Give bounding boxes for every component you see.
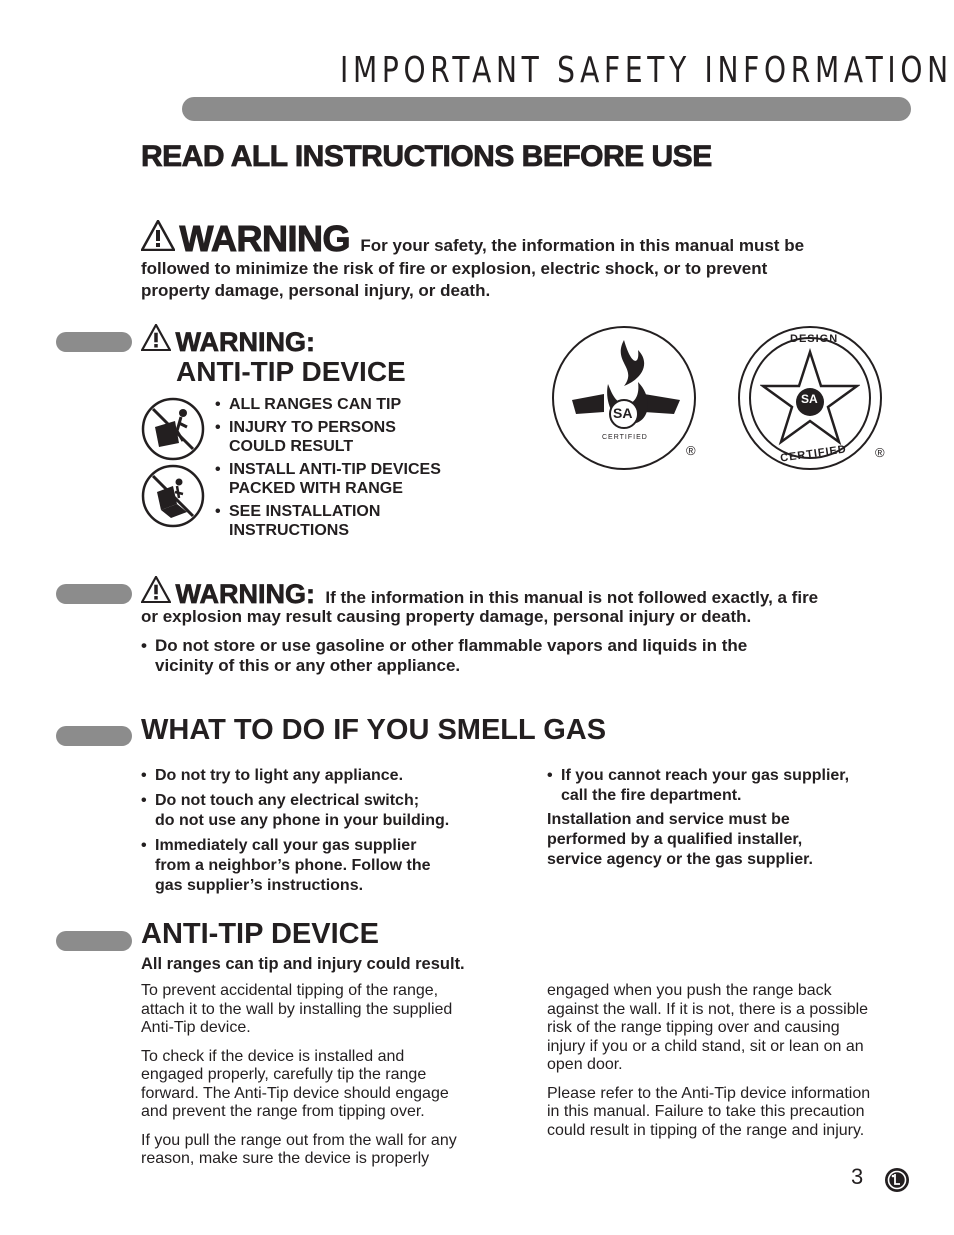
- warning-text: If the information in this manual is not followed exactly, a fire: [325, 588, 819, 607]
- warning-fire: [141, 576, 911, 676]
- paragraph: To check if the device is installed and engaged properly, carefully tip the range forward. The Anti-Tip device should engage and prevent the range from tipping over.: [141, 1047, 449, 1120]
- design-certified-seal: [738, 326, 882, 470]
- paragraph: To prevent accidental tipping of the range, attach it to the wall by installing the supplied Anti-Tip device.: [141, 982, 453, 1036]
- seal-bottom-text: CERTIFIED: [779, 443, 848, 465]
- list-item: • If you cannot reach your gas supplier, call the fire department.: [547, 766, 907, 806]
- page-title: IMPORTANT SAFETY INFORMATION: [340, 50, 953, 91]
- warning-triangle-icon: [141, 576, 171, 603]
- warning-text: For your safety, the information in this manual must be: [360, 236, 805, 255]
- warning-label: WARNING:: [175, 579, 315, 609]
- paragraph: If you pull the range out from the wall for any reason, make sure the device is properly: [141, 1131, 457, 1167]
- smell-gas-left-list: [141, 766, 511, 901]
- csa-mark: SA: [801, 392, 818, 406]
- seal-top-text: DESIGN: [790, 333, 839, 345]
- range-door-tip-icon: [141, 464, 205, 528]
- antitip-warning-heading: [141, 324, 406, 388]
- range-tipping-icon: [141, 397, 205, 461]
- csa-certified-seal: [552, 326, 696, 470]
- registered-mark: ®: [875, 445, 885, 460]
- warning-triangle-icon: [141, 220, 175, 251]
- list-item: • Do not try to light any appliance.: [141, 766, 511, 786]
- list-item: • ALL RANGES CAN TIP: [215, 395, 515, 414]
- warning-bullet-list: [141, 636, 911, 676]
- warning-triangle-icon: [141, 324, 171, 351]
- warning-text-line2: or explosion may result causing property damage, personal injury or death.: [141, 607, 752, 626]
- warning-general: [141, 218, 901, 302]
- section-tab: [56, 332, 132, 352]
- antitip-left-column: [141, 982, 521, 1179]
- list-item: • SEE INSTALLATION INSTRUCTIONS: [215, 502, 515, 540]
- warning-text-line3: property damage, personal injury, or death.: [141, 281, 491, 300]
- lg-logo-icon: [884, 1167, 910, 1193]
- paragraph: Please refer to the Anti-Tip device information in this manual. Failure to take this precaution could result in tipping of the range and injury.: [547, 1084, 871, 1139]
- list-item: • Do not store or use gasoline or other flammable vapors and liquids in the vicinity of this or any other appliance.: [141, 636, 911, 676]
- warning-text-line2: followed to minimize the risk of fire or explosion, electric shock, or to prevent: [141, 259, 768, 278]
- antitip-warning-list: [215, 395, 515, 544]
- warning-label: WARNING: [179, 218, 350, 259]
- list-item: • INSTALL ANTI-TIP DEVICES PACKED WITH RANGE: [215, 460, 515, 498]
- seal-text: CERTIFIED: [602, 434, 648, 441]
- section-tab: [56, 726, 132, 746]
- title-bar: [182, 97, 911, 121]
- service-note: Installation and service must be performed by a qualified installer, service agency or the gas supplier.: [547, 811, 813, 868]
- flame-icon: [554, 328, 694, 468]
- antitip-subtitle: ANTI-TIP DEVICE: [176, 356, 406, 387]
- antitip-heading: ANTI-TIP DEVICE: [141, 918, 379, 950]
- list-item: • INJURY TO PERSONS COULD RESULT: [215, 418, 515, 456]
- paragraph: engaged when you push the range back against the wall. If it is not, there is a possible risk of the range tipping over and causing injury if you or a child stand, sit or lean on an open door.: [547, 982, 869, 1073]
- read-all-heading: READ ALL INSTRUCTIONS BEFORE USE: [141, 140, 712, 173]
- section-tab: [56, 584, 132, 604]
- smell-gas-heading: WHAT TO DO IF YOU SMELL GAS: [141, 714, 607, 746]
- csa-mark: SA: [613, 405, 633, 421]
- section-tab: [56, 931, 132, 951]
- antitip-right-column: [547, 982, 917, 1150]
- smell-gas-right: [547, 766, 907, 870]
- antitip-subtitle: All ranges can tip and injury could result.: [141, 955, 465, 973]
- list-item: • Do not touch any electrical switch; do not use any phone in your building.: [141, 791, 511, 831]
- page-number: 3: [851, 1164, 864, 1189]
- registered-mark: ®: [686, 443, 696, 458]
- list-item: • Immediately call your gas supplier from a neighbor’s phone. Follow the gas supplier’s instructions.: [141, 836, 511, 896]
- warning-label: WARNING:: [175, 327, 315, 357]
